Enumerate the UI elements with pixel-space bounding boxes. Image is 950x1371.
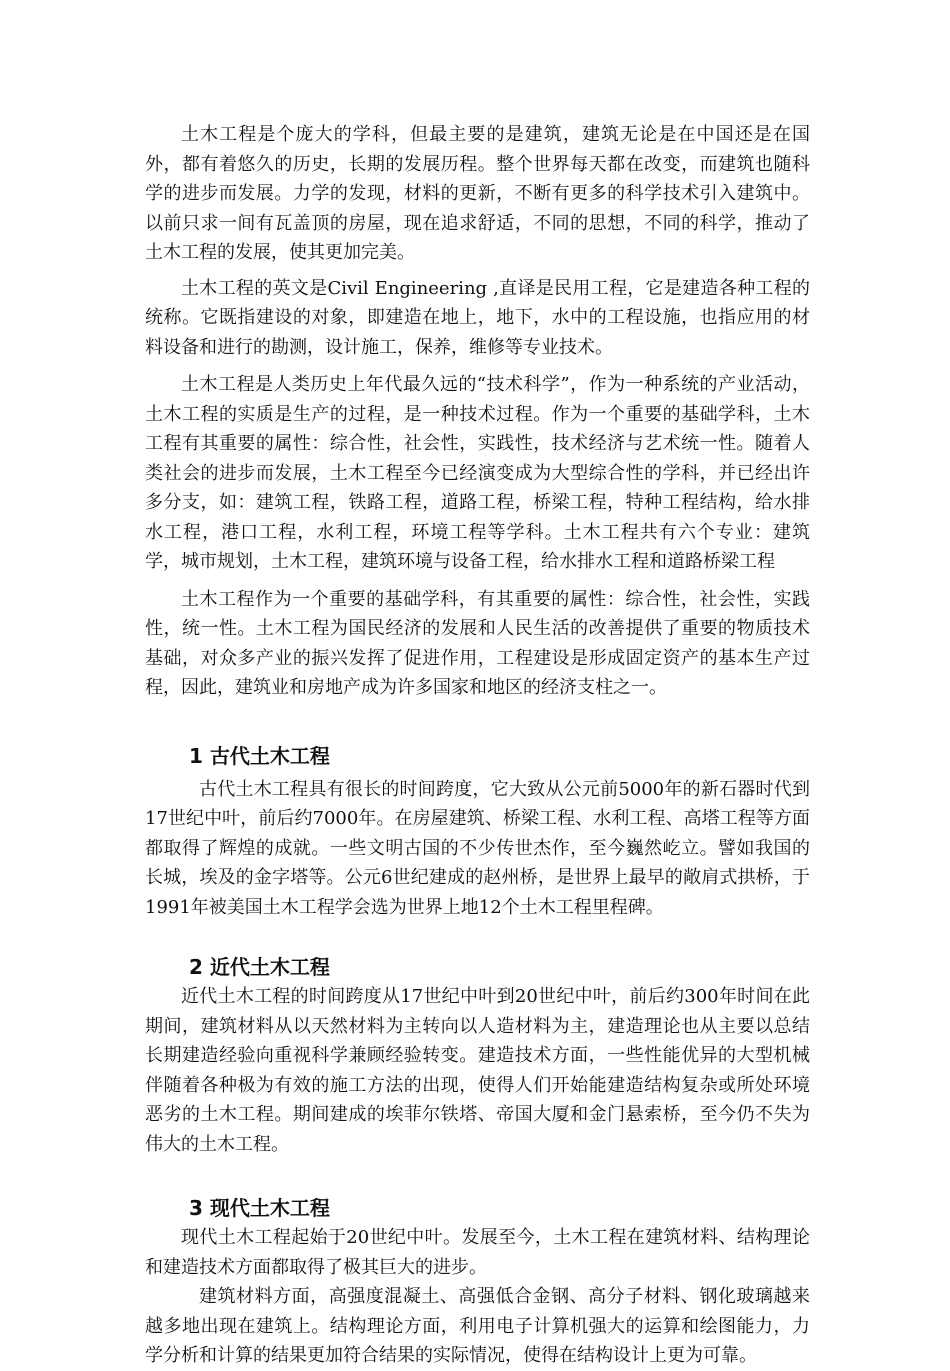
section-heading-modern-early: 2 近代土木工程 [189, 955, 330, 979]
section-heading-contemporary: 3 现代土木工程 [189, 1196, 330, 1220]
intro-paragraph-2: 土木工程的英文是Civil Engineering ,直译是民用工程，它是建造各种工程的统称。它既指建设的对象，即建造在地上，地下，水中的工程设施，也指应用的材料设备和进行的勘测，设计施工，保养，维修等专业技术。 [145, 277, 810, 358]
section-modern-early-paragraph: 近代土木工程的时间跨度从17世纪中叶到20世纪中叶，前后约300年时间在此期间，建筑材料从以天然材料为主转向以人造材料为主，建造理论也从主要以总结长期建造经验向重视科学兼顾经验转变。建造技术方面，一些性能优异的大型机械伴随着各种极为有效的施工方法的出现，使得人们开始能建造结构复杂或所处环境恶劣的土木工程。期间建成的埃菲尔铁塔、帝国大厦和金门悬索桥，至今仍不失为伟大的土木工程。 [145, 986, 810, 1155]
intro-paragraph-1: 土木工程是个庞大的学科，但最主要的是建筑，建筑无论是在中国还是在国外，都有着悠久的历史，长期的发展历程。整个世界每天都在改变，而建筑也随科学的进步而发展。力学的发现，材料的更新，不断有更多的科学技术引入建筑中。以前只求一间有瓦盖顶的房屋，现在追求舒适，不同的思想，不同的科学，推动了土木工程的发展，使其更加完美。 [145, 124, 810, 263]
section-heading-ancient: 1 古代土木工程 [189, 743, 330, 768]
section-ancient-paragraph: 古代土木工程具有很长的时间跨度，它大致从公元前5000年的新石器时代到17世纪中叶，前后约7000年。在房屋建筑、桥梁工程、水利工程、高塔工程等方面都取得了辉煌的成就。一些文明古国的不少传世杰作，至今巍然屹立。譬如我国的长城，埃及的金字塔等。公元6世纪建成的赵州桥，是世界上最早的敞肩式拱桥，于1991年被美国土木工程学会选为世界上地12个土木工程里程碑。 [145, 778, 810, 918]
document-page [145, 120, 810, 1371]
intro-paragraph-3: 土木工程是人类历史上年代最久远的“技术科学”，作为一种系统的产业活动，土木工程的实质是生产的过程，是一种技术过程。作为一个重要的基础学科，土木工程有其重要的属性：综合性，社会性，实践性，技术经济与艺术统一性。随着人类社会的进步而发展，土木工程至今已经演变成为大型综合性的学科，并已经出许多分支，如：建筑工程，铁路工程，道路工程，桥梁工程，特种工程结构，给水排水工程，港口工程，水利工程，环境工程等学科。土木工程共有六个专业：建筑学，城市规划，土木工程，建筑环境与设备工程，给水排水工程和道路桥梁工程 [145, 374, 810, 572]
section-contemporary-paragraph-1: 现代土木工程起始于20世纪中叶。发展至今，土木工程在建筑材料、结构理论和建造技术方面都取得了极其巨大的进步。 [145, 1227, 810, 1278]
section-contemporary-paragraph-2: 建筑材料方面，高强度混凝土、高强低合金钢、高分子材料、钢化玻璃越来越多地出现在建筑上。结构理论方面，利用电子计算机强大的运算和绘图能力，力学分析和计算的结果更加符合结果的实际情况，使得在结构设计上更为可靠。 [145, 1286, 810, 1366]
intro-paragraph-4: 土木工程作为一个重要的基础学科，有其重要的属性：综合性，社会性，实践性，统一性。土木工程为国民经济的发展和人民生活的改善提供了重要的物质技术基础，对众多产业的振兴发挥了促进作用，工程建设是形成固定资产的基本生产过程，因此，建筑业和房地产成为许多国家和地区的经济支柱之一。 [145, 588, 810, 698]
